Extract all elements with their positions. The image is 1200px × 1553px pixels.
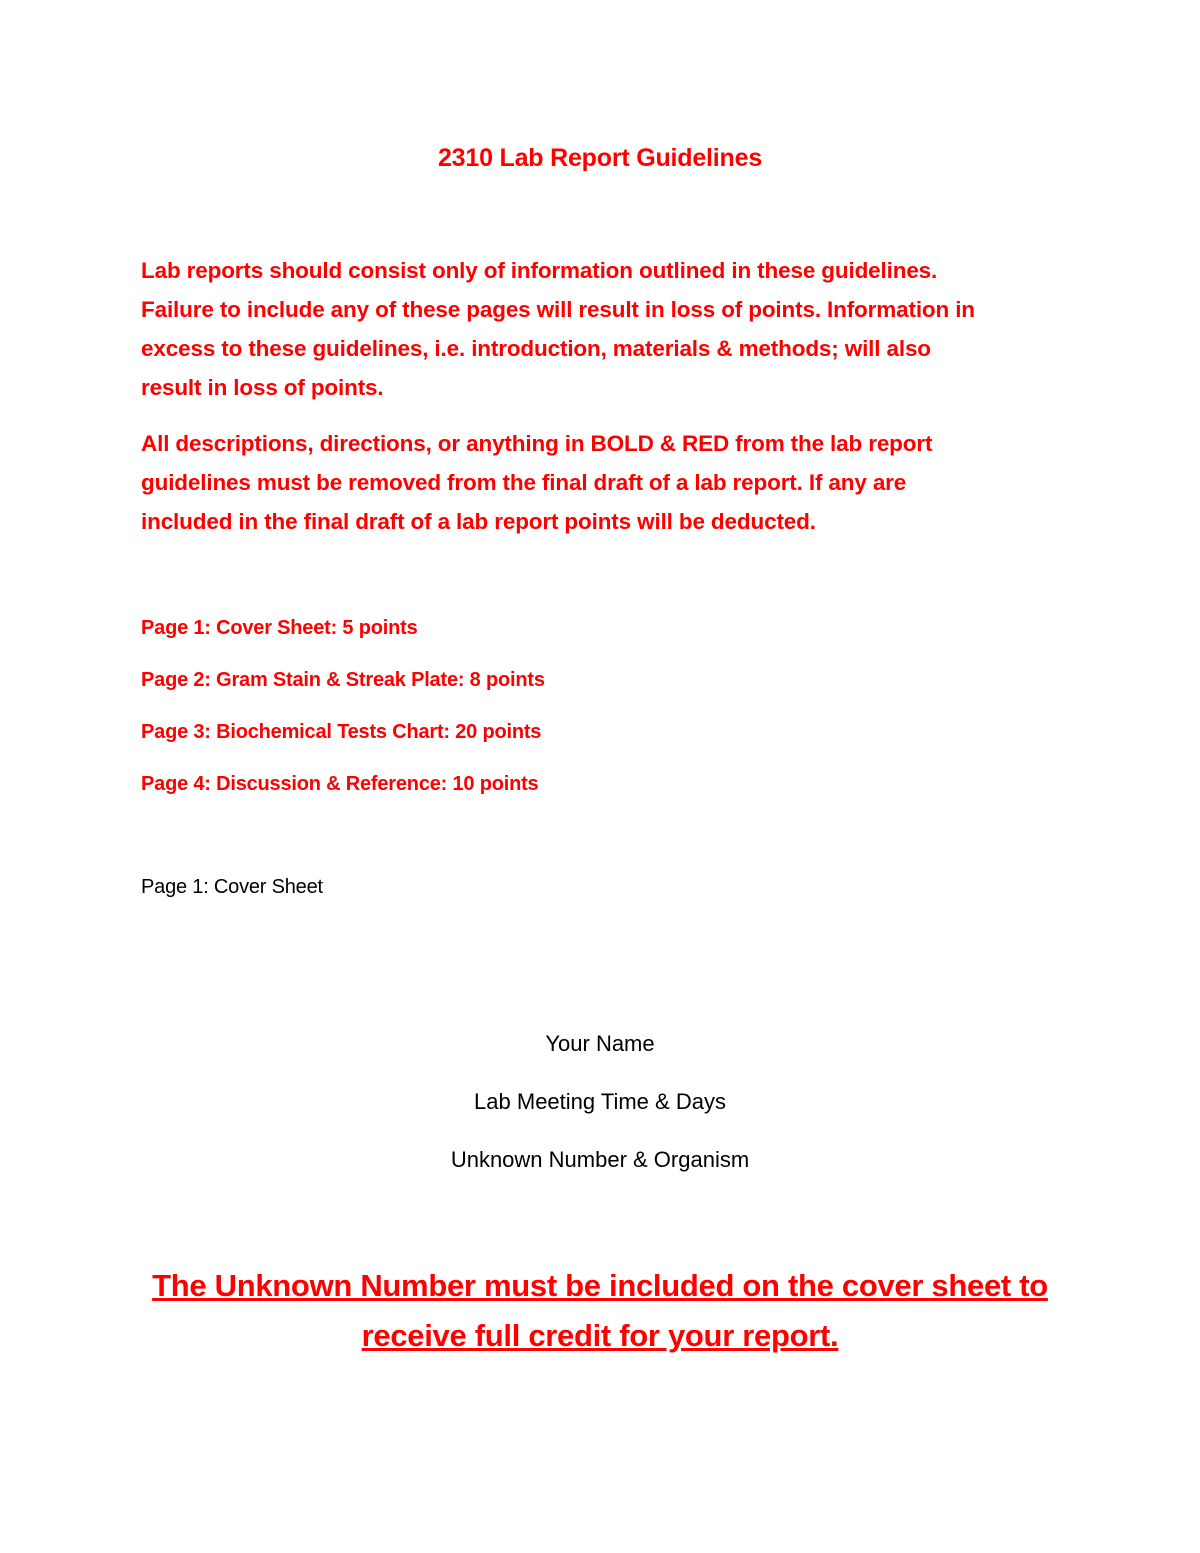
warning-line: All descriptions, directions, or anything in BOLD & RED from the lab report bbox=[141, 431, 933, 456]
intro-line: Failure to include any of these pages will result in loss of points. Information in bbox=[141, 297, 975, 322]
cover-meeting-time: Lab Meeting Time & Days bbox=[474, 1089, 726, 1114]
points-item-page-4: Page 4: Discussion & Reference: 10 points bbox=[141, 773, 539, 795]
unknown-number-notice bbox=[0, 1261, 1200, 1361]
intro-paragraph bbox=[141, 251, 1081, 407]
notice-line: receive full credit for your report. bbox=[361, 1318, 839, 1353]
warning-paragraph bbox=[141, 424, 1081, 541]
warning-line: included in the final draft of a lab report points will be deducted. bbox=[141, 509, 816, 534]
cover-unknown-number: Unknown Number & Organism bbox=[450, 1147, 750, 1172]
warning-line: guidelines must be removed from the final draft of a lab report. If any are bbox=[141, 470, 907, 495]
intro-line: result in loss of points. bbox=[141, 375, 384, 400]
points-item-page-3: Page 3: Biochemical Tests Chart: 20 points bbox=[141, 721, 542, 743]
notice-line: The Unknown Number must be included on the cover sheet to bbox=[152, 1268, 1048, 1303]
cover-your-name: Your Name bbox=[545, 1031, 655, 1056]
section-heading: Page 1: Cover Sheet bbox=[141, 876, 323, 898]
intro-line: excess to these guidelines, i.e. introduction, materials & methods; will also bbox=[141, 336, 931, 361]
page-title: 2310 Lab Report Guidelines bbox=[437, 144, 763, 172]
points-item-page-1: Page 1: Cover Sheet: 5 points bbox=[141, 617, 418, 639]
points-item-page-2: Page 2: Gram Stain & Streak Plate: 8 points bbox=[141, 669, 545, 691]
intro-line: Lab reports should consist only of information outlined in these guidelines. bbox=[141, 258, 938, 283]
